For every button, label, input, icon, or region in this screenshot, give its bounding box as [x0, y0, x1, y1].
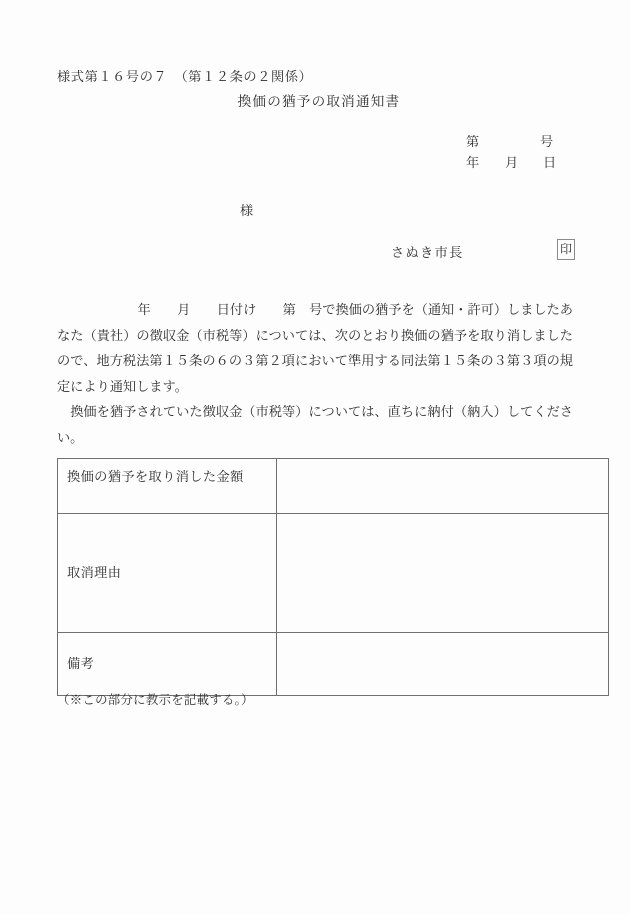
footer-note: （※この部分に教示を記載する。） [57, 692, 254, 707]
table-value-cancelled-amount[interactable] [277, 459, 609, 514]
document-date-row [466, 153, 556, 174]
document-meta-block [466, 132, 556, 174]
addressee-honorific: 様 [240, 204, 254, 219]
table-label-cancelled-amount: 換価の猶予を取り消した金額 [58, 459, 277, 514]
table-value-cancellation-reason[interactable] [277, 514, 609, 633]
document-number-suffix-label: 号 [540, 135, 554, 150]
document-number-prefix-label: 第 [466, 135, 480, 150]
document-number-row [466, 132, 556, 153]
issuer-name: さぬき市長 [391, 246, 464, 261]
table-row [58, 633, 609, 696]
table-label-remarks: 備考 [58, 633, 277, 696]
table-row [58, 459, 609, 514]
date-year-label: 年 [466, 156, 480, 171]
date-month-label: 月 [505, 156, 519, 171]
official-seal-icon: 印 [557, 239, 575, 260]
body-paragraph-2: 換価を猶予されていた徴収金（市税等）については、直ちに納付（納入）してください。 [57, 405, 573, 446]
date-day-label: 日 [543, 156, 557, 171]
form-number: 様式第１６号の７ （第１２条の２関係） [57, 70, 313, 85]
table-row [58, 514, 609, 633]
document-title: 換価の猶予の取消通知書 [237, 94, 401, 110]
table-label-cancellation-reason: 取消理由 [58, 514, 277, 633]
body-text [57, 298, 573, 452]
form-table [57, 458, 609, 696]
table-value-remarks[interactable] [277, 633, 609, 696]
body-paragraph-1: 年 月 日付け 第 号で換価の猶予を（通知・許可）しましたあなた（貴社）の徴収金（市税等）については、次のとおり換価の猶予を取り消しましたので、地方税法第１５条の６の３第２項において準用する同法第１５条の３第３項の規定により通知します。 [57, 303, 573, 395]
